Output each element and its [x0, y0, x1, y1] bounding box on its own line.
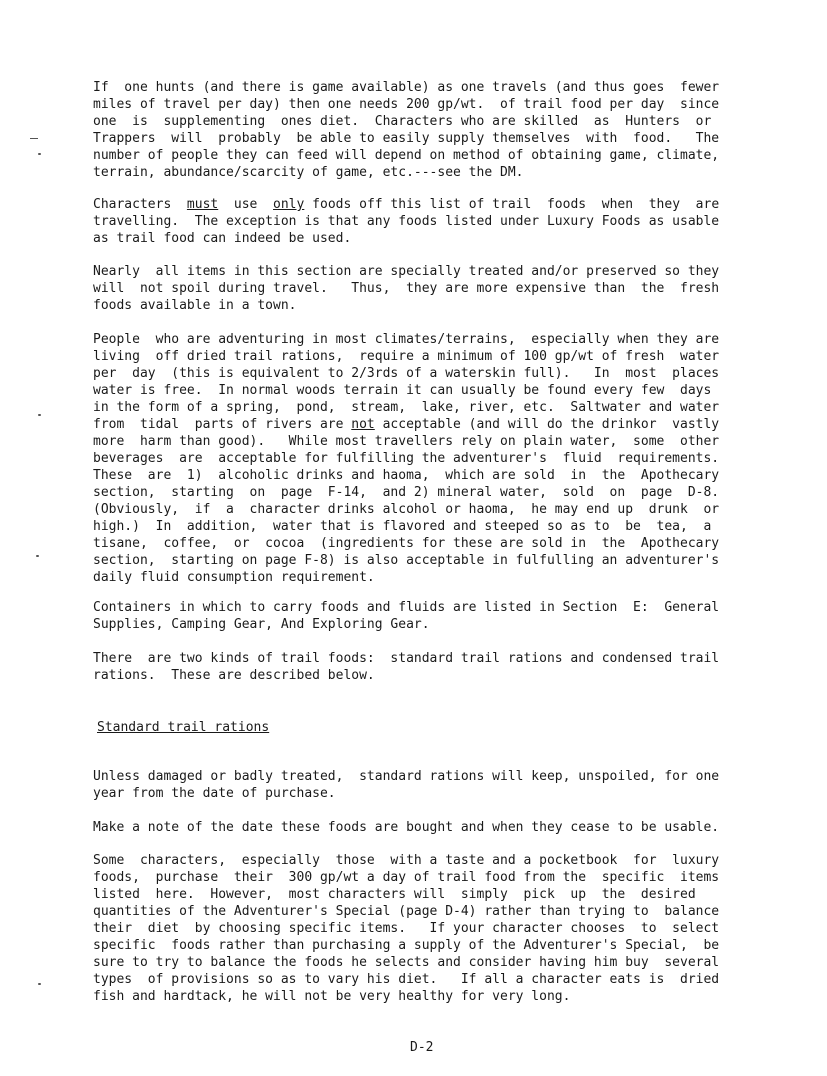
paragraph-make-note	[93, 819, 765, 836]
paragraph-water	[93, 331, 765, 586]
text-line: Make a note of the date these foods are bought and when they cease to be usable.	[93, 820, 720, 835]
text-line: Containers in which to carry foods and fluids are listed in Section E: General	[93, 600, 720, 615]
text-line: rations. These are described below.	[93, 668, 375, 683]
text-line: foods available in a town.	[93, 298, 297, 313]
text-line-underlined: from tidal parts of rivers are not acceptable (and will do the drinkor vastly	[93, 417, 720, 432]
text-line: (Obviously, if a character drinks alcohol or haoma, he may end up drunk or	[93, 502, 720, 517]
text-line: one is supplementing ones diet. Characters who are skilled as Hunters or	[93, 114, 712, 129]
text-line: high.) In addition, water that is flavored and steeped so as to be tea, a	[93, 519, 712, 534]
text-line: miles of travel per day) then one needs 200 gp/wt. of trail food per day since	[93, 97, 720, 112]
text-line: Nearly all items in this section are specially treated and/or preserved so they	[93, 264, 720, 279]
paragraph-unless-damaged	[93, 768, 765, 802]
paragraph-preserved	[93, 263, 765, 314]
paragraph-must-use	[93, 196, 765, 247]
text-line: water is free. In normal woods terrain it can usually be found every few days	[93, 383, 712, 398]
text-line: listed here. However, most characters will simply pick up the desired	[93, 887, 696, 902]
paragraph-hunting	[93, 79, 765, 181]
text-line: more harm than good). While most travellers rely on plain water, some other	[93, 434, 720, 449]
text-line: Supplies, Camping Gear, And Exploring Gear.	[93, 617, 430, 632]
text-line: fish and hardtack, he will not be very healthy for very long.	[93, 989, 571, 1004]
margin-mark	[30, 138, 38, 139]
text-line: section, starting on page F-8) is also acceptable in fulfulling an adventurer's	[93, 553, 720, 568]
text-line: per day (this is equivalent to 2/3rds of a waterskin full). In most places	[93, 366, 720, 381]
text-line: types of provisions so as to vary his diet. If all a character eats is dried	[93, 972, 720, 987]
text-line: section, starting on page F-14, and 2) mineral water, sold on page D-8.	[93, 485, 720, 500]
paragraph-containers	[93, 599, 765, 633]
text-line: Some characters, especially those with a taste and a pocketbook for luxury	[93, 853, 720, 868]
text-line: There are two kinds of trail foods: standard trail rations and condensed trail	[93, 651, 720, 666]
text-line: terrain, abundance/scarcity of game, etc.---see the DM.	[93, 165, 524, 180]
text-line: tisane, coffee, or cocoa (ingredients for these are sold in the Apothecary	[93, 536, 720, 551]
text-line: Unless damaged or badly treated, standard rations will keep, unspoiled, for one	[93, 769, 720, 784]
margin-mark	[38, 414, 41, 416]
page-number: D-2	[410, 1040, 434, 1055]
text-line: Trappers will probably be able to easily supply themselves with food. The	[93, 131, 720, 146]
text-line: If one hunts (and there is game available) as one travels (and thus goes fewer	[93, 80, 720, 95]
section-heading: Standard trail rations	[97, 720, 270, 735]
text-line: quantities of the Adventurer's Special (page D-4) rather than trying to balance	[93, 904, 720, 919]
text-line: number of people they can feed will depend on method of obtaining game, climate,	[93, 148, 720, 163]
text-line: in the form of a spring, pond, stream, lake, river, etc. Saltwater and water	[93, 400, 720, 415]
text-line: beverages are acceptable for fulfilling the adventurer's fluid requirements.	[93, 451, 720, 466]
paragraph-two-kinds	[93, 650, 765, 684]
text-line: sure to try to balance the foods he selects and consider having him buy several	[93, 955, 720, 970]
margin-mark	[38, 983, 41, 985]
margin-mark	[36, 555, 39, 557]
text-line: their diet by choosing specific items. If your character chooses to select	[93, 921, 720, 936]
text-line: as trail food can indeed be used.	[93, 231, 352, 246]
text-line: travelling. The exception is that any foods listed under Luxury Foods as usable	[93, 214, 720, 229]
text-line: People who are adventuring in most climates/terrains, especially when they are	[93, 332, 720, 347]
text-line: year from the date of purchase.	[93, 786, 336, 801]
text-line: These are 1) alcoholic drinks and haoma, which are sold in the Apothecary	[93, 468, 720, 483]
paragraph-some-characters	[93, 852, 765, 1005]
text-line: specific foods rather than purchasing a supply of the Adventurer's Special, be	[93, 938, 720, 953]
text-line: foods, purchase their 300 gp/wt a day of trail food from the specific items	[93, 870, 720, 885]
text-line-underlined: Characters must use only foods off this list of trail foods when they are	[93, 197, 720, 212]
text-line: living off dried trail rations, require a minimum of 100 gp/wt of fresh water	[93, 349, 720, 364]
margin-mark	[38, 153, 41, 155]
text-line: will not spoil during travel. Thus, they are more expensive than the fresh	[93, 281, 720, 296]
text-line: daily fluid consumption requirement.	[93, 570, 375, 585]
